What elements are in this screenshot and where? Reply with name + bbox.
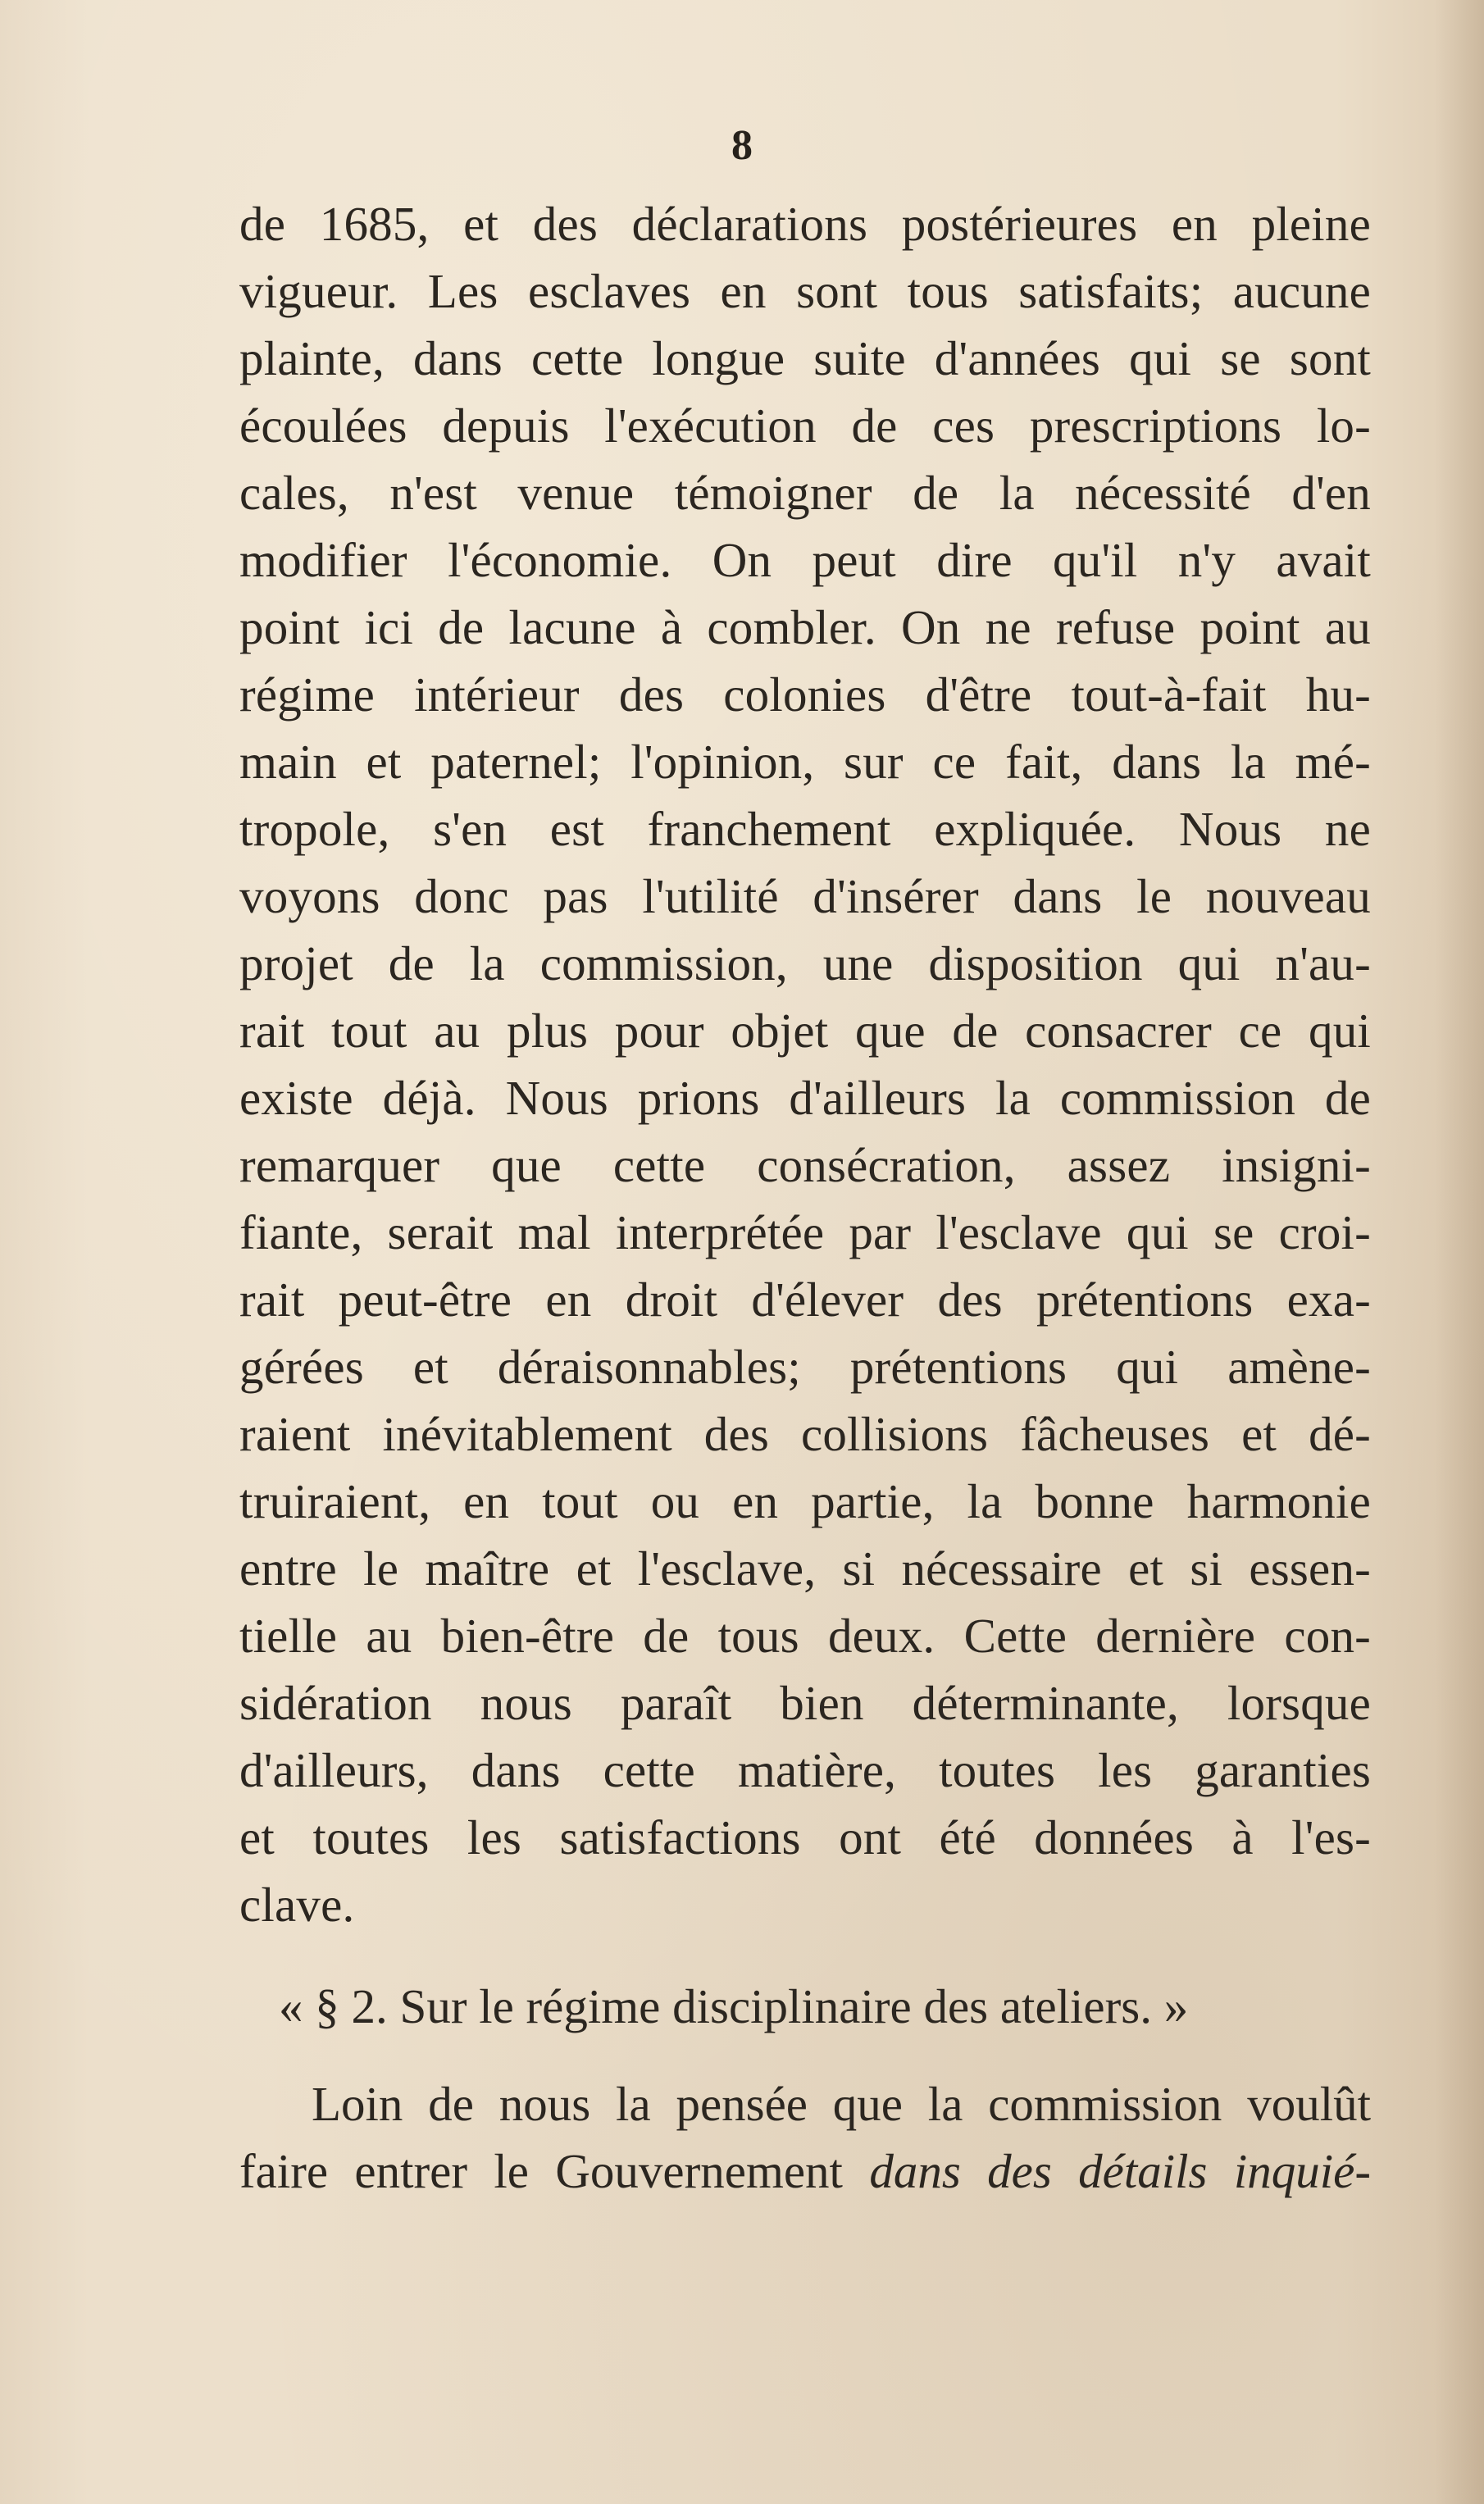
text-line xyxy=(239,2138,1371,2205)
text-line: gérées et déraisonnables; prétentions qui amène- xyxy=(239,1340,1371,1394)
text-line: cales, n'est venue témoigner de la nécessité d'en xyxy=(239,466,1371,520)
text-line: de 1685, et des déclarations postérieures en pleine xyxy=(239,197,1371,251)
text-line: projet de la commission, une disposition qui n'au- xyxy=(239,936,1371,990)
page-edge-shadow xyxy=(1435,0,1484,2504)
text-line: modifier l'économie. On peut dire qu'il n'y avait xyxy=(239,533,1371,587)
text-line: point ici de lacune à combler. On ne refuse point au xyxy=(239,600,1371,654)
text-line: clave. xyxy=(239,1878,355,1932)
section-heading: « § 2. Sur le régime disciplinaire des ateliers. » xyxy=(279,1979,1189,2033)
text-line: entre le maître et l'esclave, si nécessaire et si essen- xyxy=(239,1541,1371,1596)
body-paragraph-1 xyxy=(239,190,1371,1938)
text-line: truiraient, en tout ou en partie, la bonne harmonie xyxy=(239,1474,1371,1528)
text-segment: faire entrer le Gouvernement xyxy=(239,2144,870,2198)
text-line: main et paternel; l'opinion, sur ce fait, dans la mé- xyxy=(239,735,1371,789)
text-line: fiante, serait mal interprétée par l'esclave qui se croi- xyxy=(239,1205,1371,1259)
text-line: vigueur. Les esclaves en sont tous satisfaits; aucune xyxy=(239,264,1371,318)
text-line: Loin de nous la pensée que la commission voulût xyxy=(312,2077,1371,2131)
text-line: d'ailleurs, dans cette matière, toutes les garanties xyxy=(239,1743,1371,1797)
body-paragraph-2 xyxy=(239,2070,1371,2205)
text-line: tropole, s'en est franchement expliquée. Nous ne xyxy=(239,802,1371,856)
page-number: 8 xyxy=(731,122,753,169)
text-line: régime intérieur des colonies d'être tout-à-fait hu- xyxy=(239,667,1371,722)
text-line: remarquer que cette consécration, assez insigni- xyxy=(239,1138,1371,1192)
text-line: voyons donc pas l'utilité d'insérer dans le nouveau xyxy=(239,869,1371,923)
text-line: rait peut-être en droit d'élever des prétentions exa- xyxy=(239,1272,1371,1327)
text-line: sidération nous paraît bien déterminante, lorsque xyxy=(239,1676,1371,1730)
italic-text-segment: dans des détails inquié- xyxy=(869,2144,1371,2198)
text-line: plainte, dans cette longue suite d'années qui se sont xyxy=(239,331,1371,385)
text-line: tielle au bien-être de tous deux. Cette dernière con- xyxy=(239,1609,1371,1663)
text-line: raient inévitablement des collisions fâcheuses et dé- xyxy=(239,1407,1371,1461)
text-line: rait tout au plus pour objet que de consacrer ce qui xyxy=(239,1004,1371,1058)
text-line: écoulées depuis l'exécution de ces prescriptions lo- xyxy=(239,398,1371,453)
text-line: existe déjà. Nous prions d'ailleurs la commission de xyxy=(239,1071,1371,1125)
text-line: et toutes les satisfactions ont été données à l'es- xyxy=(239,1810,1371,1864)
